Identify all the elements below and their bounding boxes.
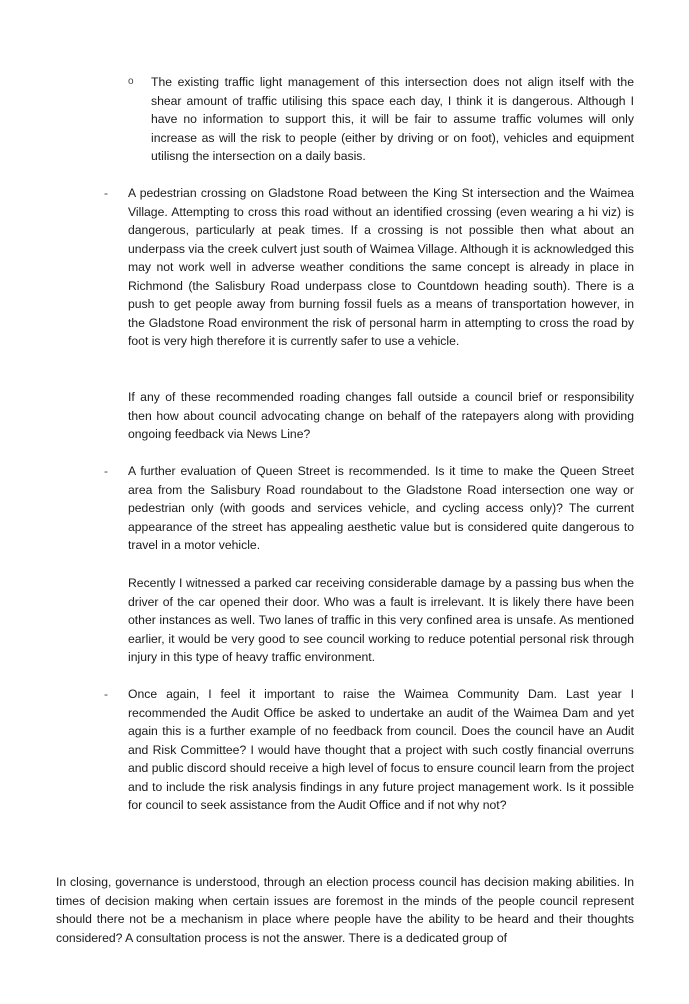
- parked-car-paragraph: Recently I witnessed a parked car receiving considerable damage by a passing bus when the driver of the car opened their door. Who was a fault is irrelevant. It is likely there have been other instances as well. Two lanes of traffic in this very confined area is unsafe. As mentioned earlier, it would be very good to see council working to reduce potential personal risk through injury in this type of heavy traffic environment.: [128, 576, 634, 664]
- pedestrian-crossing-paragraph: A pedestrian crossing on Gladstone Road between the King St intersection and the Waimea Village. Attempting to cross this road without an identified crossing (even wearing a hi viz) is dangerous, particularly at peak times. If a crossing is not possible then what about an underpass via the creek culvert just south of Waimea Village. Although it is acknowledged this may not work well in adverse weather conditions the same concept is already in place in Richmond (the Salisbury Road underpass close to Countdown heading south). There is a push to get people away from burning fossil fuels as a means of transportation however, in the Gladstone Road environment the risk of personal harm in attempting to cross the road by foot is very high therefore it is currently safer to use a vehicle.: [128, 186, 634, 348]
- roading-advocacy-paragraph: If any of these recommended roading changes fall outside a council brief or responsibility then how about council advocating change on behalf of the ratepayers along with providing ongoing feedback via News Line?: [128, 390, 634, 441]
- sub-bullet-marker: o: [128, 76, 134, 87]
- bullet-marker-dam: -: [104, 687, 108, 701]
- bullet-marker-queen-street: -: [104, 464, 108, 478]
- waimea-dam-paragraph: Once again, I feel it important to raise the Waimea Community Dam. Last year I recommended the Audit Office be asked to undertake an audit of the Waimea Dam and yet again this is a further example of no feedback from council. Does the council have an Audit and Risk Committee? I would have thought that a project with such costly financial overruns and public discord should receive a high level of focus to ensure council learn from the project and to include the risk analysis findings in any future project management work. Is it possible for council to seek assistance from the Audit Office and if not why not?: [128, 687, 634, 812]
- queen-street-paragraph: A further evaluation of Queen Street is recommended. Is it time to make the Queen Street area from the Salisbury Road roundabout to the Gladstone Road intersection one way or pedestrian only (with goods and services vehicle, and cycling access only)? The current appearance of the street has appealing aesthetic value but is considered quite dangerous to travel in a motor vehicle.: [128, 464, 634, 552]
- traffic-light-paragraph: The existing traffic light management of this intersection does not align itself with the shear amount of traffic utilising this space each day, I think it is dangerous. Although I have no information to support this, it will be fair to assume traffic volumes will only increase as will the risk to people (either by driving or on foot), vehicles and equipment utilisng the intersection on a daily basis.: [151, 75, 634, 163]
- closing-paragraph: In closing, governance is understood, through an election process council has decision making abilities. In times of decision making when certain issues are foremost in the minds of the people council represent should there not be a mechanism in place where people have the ability to be heard and their thoughts considered? A consultation process is not the answer. There is a dedicated group of: [56, 875, 634, 945]
- bullet-marker-pedestrian: -: [104, 186, 108, 200]
